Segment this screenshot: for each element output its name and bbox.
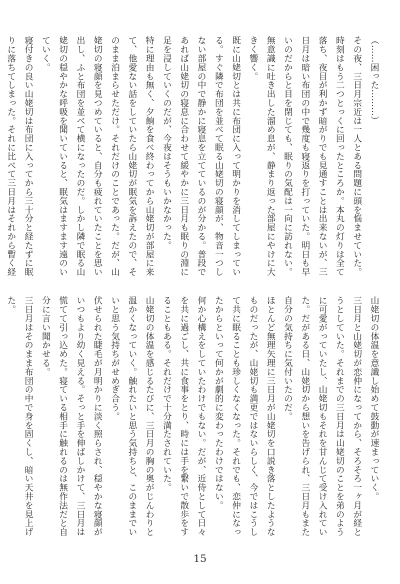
lower-paragraph-6: 伏せられた睫毛が月明かりに淡く照らされ、穏やかな寝顔がいつもより幼く見える。そっと手を伸ばしかけて、三日月は慌てて引っ込めた。寝ている相手に触れるのは無作法だと自分に言い聞かせる。: [40, 296, 103, 537]
upper-text-block: [5, 36, 382, 282]
lower-text-block: [5, 296, 382, 542]
lower-paragraph-2: 三日月と山姥切が恋仲になってから、そろそろ一ヶ月が経とうとしていた。それまでの三日月は山姥切のことを弟のように可愛がっていたし、山姥切もそれを甘んじて受け入れていた。だがある日、山姥切から想いを告げられ、三日月もまた自分の気持ちに気付いたのだ。: [282, 296, 362, 537]
page-number: 15: [193, 553, 207, 565]
upper-paragraph-4: 既に山姥切とは共に布団に入って明かりを消してしまっている。すぐ隣で布団を並べて眠る山姥切の寝顔が、物音一つしない部屋の中で静かに寝息を立てているのが分かる。普段であれば山姥切の寝息に合わせて緩やかに三日月も眠りの淵に足を浸していくのだが、今夜はそうもいかなかった。: [161, 36, 241, 277]
upper-paragraph-6: 寝付きの良い山姥切は布団に入ってから三十分と経たずに眠りに落ちてしまった。それに比べて三日月はそれから暫く経: [5, 36, 34, 277]
lower-paragraph-1: 山姥切の体温を意識し始めて鼓動が速まっていく。: [369, 296, 379, 501]
lower-paragraph-3: ほとんど無理矢理に三日月が山姥切を口説き落としたようなものだったが、山姥切も満更ではないらしく、今ではこうして共に眠ることも珍しくなくなった。それでも、恋仲になったからといって何かが劇的に変わったわけではない。: [213, 296, 276, 537]
upper-paragraph-2: その夜、三日月宗近は一人とある問題に頭を悩ませていた。: [351, 36, 362, 277]
lower-paragraph-5: 山姥切の体温を感じるたびに、三日月の胸の奥がじんわりと温かくなっていく。触れたいと思う気持ちと、このままでいいと思う気持ちがせめぎ合う。: [109, 296, 155, 537]
lower-paragraph-8: [0, 296, 1, 542]
upper-paragraph-1: （……困った………）: [369, 36, 379, 125]
lower-paragraph-4: 何か心構えをしていたわけでもない。だが、近侍として日々を共に過ごし、共に食事をとり、時には手を繋いで散歩をすることもある。それだけで十分満たされていた。: [161, 296, 207, 537]
upper-paragraph-5: 特に理由も無く、夕餉を食べ終わってから山姥切が部屋に来て、他愛ない話をしていたら山姥切が眠気を訴えたので、そのまま泊まらせただけ。それだけのことであった。だが、山姥切の寝顔を見つめていると、自分も疲れていたことを思い出し、ふと布団を並べて横になったのだ。しかし隣で眠る山姥切の穏やかな呼吸を聞いていると、眠気はますます遠のいていく。: [40, 36, 155, 277]
lower-paragraph-7: 三日月はそのまま布団の中で身を固くし、暗い天井を見上げた。: [5, 296, 34, 537]
upper-paragraph-3: 時刻はもう二つとっくに回ったところか。本丸の灯りは全て落ち、夜目が利かず暗がりでも見通すことは出来ないが、三日月は暗い布団の中で幾度も寝返りを打っていた。明日も早いのだからと目を閉じても、眠りの気配は一向に訪れない。無意識に吐き出した溜め息が、静まり返った部屋にやけに大きく響く。: [247, 36, 345, 277]
